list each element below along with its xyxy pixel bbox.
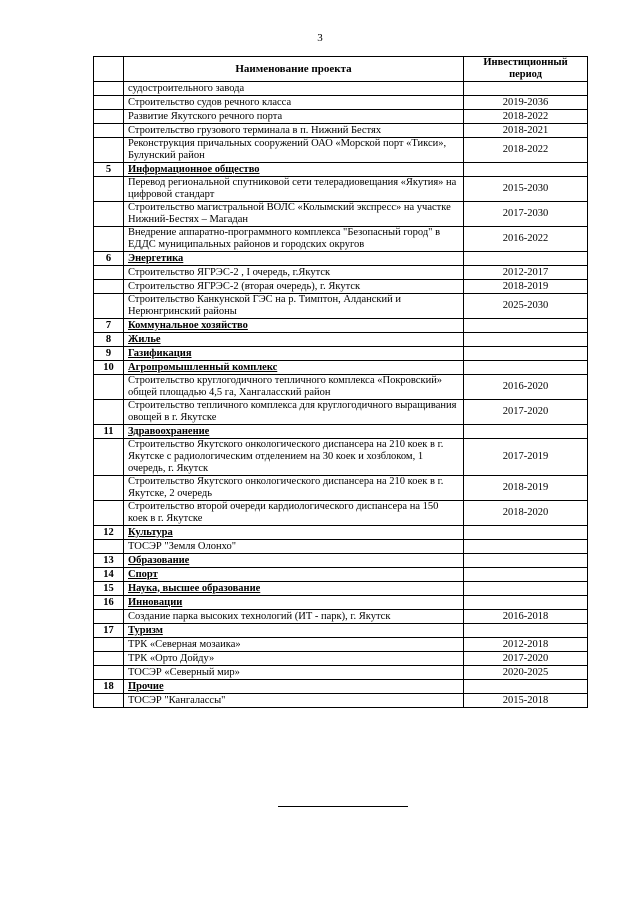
project-name: ТОСЭР "Земля Олонхо" — [124, 540, 464, 554]
project-number-cell — [94, 280, 124, 294]
project-row — [94, 138, 588, 163]
project-number-cell — [94, 375, 124, 400]
project-period: 2020-2025 — [464, 666, 588, 680]
project-row — [94, 82, 588, 96]
project-name: Строительство магистральной ВОЛС «Колымский экспресс» на участке Нижний-Бестях – Магадан — [124, 202, 464, 227]
project-period: 2016-2018 — [464, 610, 588, 624]
project-name: судостроительного завода — [124, 82, 464, 96]
section-number: 15 — [94, 582, 124, 596]
project-number-cell — [94, 638, 124, 652]
project-row — [94, 439, 588, 476]
projects-table — [93, 56, 588, 708]
project-period: 2025-2030 — [464, 294, 588, 319]
project-name: Строительство Якутского онкологического диспансера на 210 коек в г. Якутске с радиологическим отделением на 30 коек и хозблоком, 1 очередь, г. Якутск — [124, 439, 464, 476]
section-title: Культура — [124, 526, 464, 540]
section-number: 14 — [94, 568, 124, 582]
project-name: Строительство второй очереди кардиологического диспансера на 150 коек в г. Якутске — [124, 501, 464, 526]
page-number: 3 — [317, 32, 323, 44]
project-number-cell — [94, 177, 124, 202]
project-number-cell — [94, 652, 124, 666]
project-number-cell — [94, 694, 124, 708]
section-number: 5 — [94, 163, 124, 177]
section-title: Жилье — [124, 333, 464, 347]
project-row — [94, 638, 588, 652]
project-number-cell — [94, 666, 124, 680]
project-period: 2019-2036 — [464, 96, 588, 110]
project-period: 2016-2020 — [464, 375, 588, 400]
section-title: Агропромышленный комплекс — [124, 361, 464, 375]
project-number-cell — [94, 400, 124, 425]
section-title: Инновации — [124, 596, 464, 610]
project-number-cell — [94, 610, 124, 624]
section-period-cell — [464, 163, 588, 177]
project-row — [94, 124, 588, 138]
section-title: Газификация — [124, 347, 464, 361]
section-number: 17 — [94, 624, 124, 638]
project-number-cell — [94, 124, 124, 138]
project-period: 2018-2022 — [464, 110, 588, 124]
section-row — [94, 554, 588, 568]
project-name: Перевод региональной спутниковой сети телерадиовещания «Якутия» на цифровой стандарт — [124, 177, 464, 202]
project-period: 2018-2022 — [464, 138, 588, 163]
project-row — [94, 476, 588, 501]
project-number-cell — [94, 96, 124, 110]
project-name: Строительство грузового терминала в п. Нижний Бестях — [124, 124, 464, 138]
project-row — [94, 652, 588, 666]
project-row — [94, 294, 588, 319]
section-title: Информационное общество — [124, 163, 464, 177]
section-number: 11 — [94, 425, 124, 439]
project-name: Строительство судов речного класса — [124, 96, 464, 110]
project-period: 2017-2019 — [464, 439, 588, 476]
project-period: 2017-2020 — [464, 652, 588, 666]
section-title: Образование — [124, 554, 464, 568]
section-row — [94, 596, 588, 610]
project-number-cell — [94, 110, 124, 124]
section-row — [94, 163, 588, 177]
project-period: 2015-2030 — [464, 177, 588, 202]
project-period: 2016-2022 — [464, 227, 588, 252]
project-name: Строительство тепличного комплекса для круглогодичного выращивания овощей в г. Якутске — [124, 400, 464, 425]
project-name: Строительство Канкунской ГЭС на р. Тимптон, Алданский и Нерюнгринский районы — [124, 294, 464, 319]
footer-divider — [278, 806, 408, 807]
project-period: 2018-2019 — [464, 476, 588, 501]
project-row — [94, 666, 588, 680]
project-number-cell — [94, 294, 124, 319]
project-row — [94, 96, 588, 110]
section-row — [94, 319, 588, 333]
section-number: 13 — [94, 554, 124, 568]
section-period-cell — [464, 624, 588, 638]
table-body — [94, 82, 588, 708]
project-number-cell — [94, 476, 124, 501]
section-number: 12 — [94, 526, 124, 540]
section-row — [94, 333, 588, 347]
section-period-cell — [464, 319, 588, 333]
section-period-cell — [464, 252, 588, 266]
project-row — [94, 501, 588, 526]
project-number-cell — [94, 202, 124, 227]
project-name: Внедрение аппаратно-программного комплекса "Безопасный город" в ЕДДС муниципальных районов и городских округов — [124, 227, 464, 252]
project-period: 2018-2021 — [464, 124, 588, 138]
project-name: Строительство ЯГРЭС-2 , I очередь, г.Якутск — [124, 266, 464, 280]
project-name: ТРК «Орто Дойду» — [124, 652, 464, 666]
project-row — [94, 280, 588, 294]
project-name: Строительство ЯГРЭС-2 (вторая очередь), г. Якутск — [124, 280, 464, 294]
section-row — [94, 568, 588, 582]
section-row — [94, 680, 588, 694]
section-row — [94, 425, 588, 439]
project-name: Реконструкция причальных сооружений ОАО «Морской порт «Тикси», Булунский район — [124, 138, 464, 163]
project-row — [94, 375, 588, 400]
section-row — [94, 526, 588, 540]
project-period: 2015-2018 — [464, 694, 588, 708]
project-period: 2018-2020 — [464, 501, 588, 526]
project-row — [94, 266, 588, 280]
project-row — [94, 227, 588, 252]
section-title: Туризм — [124, 624, 464, 638]
section-row — [94, 252, 588, 266]
project-period — [464, 540, 588, 554]
section-title: Наука, высшее образование — [124, 582, 464, 596]
section-number: 7 — [94, 319, 124, 333]
header-investment-period: Инвестиционный период — [464, 57, 588, 82]
section-row — [94, 361, 588, 375]
project-name: ТОСЭР "Кангалассы" — [124, 694, 464, 708]
section-period-cell — [464, 554, 588, 568]
section-number: 8 — [94, 333, 124, 347]
section-period-cell — [464, 582, 588, 596]
project-period: 2012-2018 — [464, 638, 588, 652]
header-project-name: Наименование проекта — [124, 57, 464, 82]
section-row — [94, 347, 588, 361]
section-row — [94, 624, 588, 638]
project-number-cell — [94, 540, 124, 554]
section-number: 6 — [94, 252, 124, 266]
project-period — [464, 82, 588, 96]
project-name: ТРК «Северная мозаика» — [124, 638, 464, 652]
project-row — [94, 540, 588, 554]
section-period-cell — [464, 425, 588, 439]
project-number-cell — [94, 138, 124, 163]
section-row — [94, 582, 588, 596]
section-title: Энергетика — [124, 252, 464, 266]
section-period-cell — [464, 596, 588, 610]
project-number-cell — [94, 439, 124, 476]
section-period-cell — [464, 568, 588, 582]
section-number: 10 — [94, 361, 124, 375]
project-row — [94, 694, 588, 708]
project-number-cell — [94, 82, 124, 96]
table-header-row — [94, 57, 588, 82]
section-period-cell — [464, 347, 588, 361]
project-name: Развитие Якутского речного порта — [124, 110, 464, 124]
project-number-cell — [94, 266, 124, 280]
section-period-cell — [464, 680, 588, 694]
section-title: Коммунальное хозяйство — [124, 319, 464, 333]
section-number: 18 — [94, 680, 124, 694]
project-row — [94, 202, 588, 227]
project-name: Строительство Якутского онкологического диспансера на 210 коек в г. Якутске, 2 очередь — [124, 476, 464, 501]
project-row — [94, 400, 588, 425]
section-title: Здравоохранение — [124, 425, 464, 439]
section-period-cell — [464, 361, 588, 375]
project-name: Строительство круглогодичного тепличного комплекса «Покровский» общей площадью 4,5 га, Хангаласский район — [124, 375, 464, 400]
project-period: 2018-2019 — [464, 280, 588, 294]
project-row — [94, 110, 588, 124]
project-row — [94, 610, 588, 624]
project-number-cell — [94, 501, 124, 526]
header-number-cell — [94, 57, 124, 82]
section-period-cell — [464, 526, 588, 540]
section-period-cell — [464, 333, 588, 347]
project-name: Создание парка высоких технологий (ИТ - парк), г. Якутск — [124, 610, 464, 624]
project-period: 2017-2030 — [464, 202, 588, 227]
section-number: 9 — [94, 347, 124, 361]
project-number-cell — [94, 227, 124, 252]
project-name: ТОСЭР «Северный мир» — [124, 666, 464, 680]
section-title: Прочие — [124, 680, 464, 694]
section-title: Спорт — [124, 568, 464, 582]
section-number: 16 — [94, 596, 124, 610]
project-period: 2012-2017 — [464, 266, 588, 280]
project-row — [94, 177, 588, 202]
project-period: 2017-2020 — [464, 400, 588, 425]
